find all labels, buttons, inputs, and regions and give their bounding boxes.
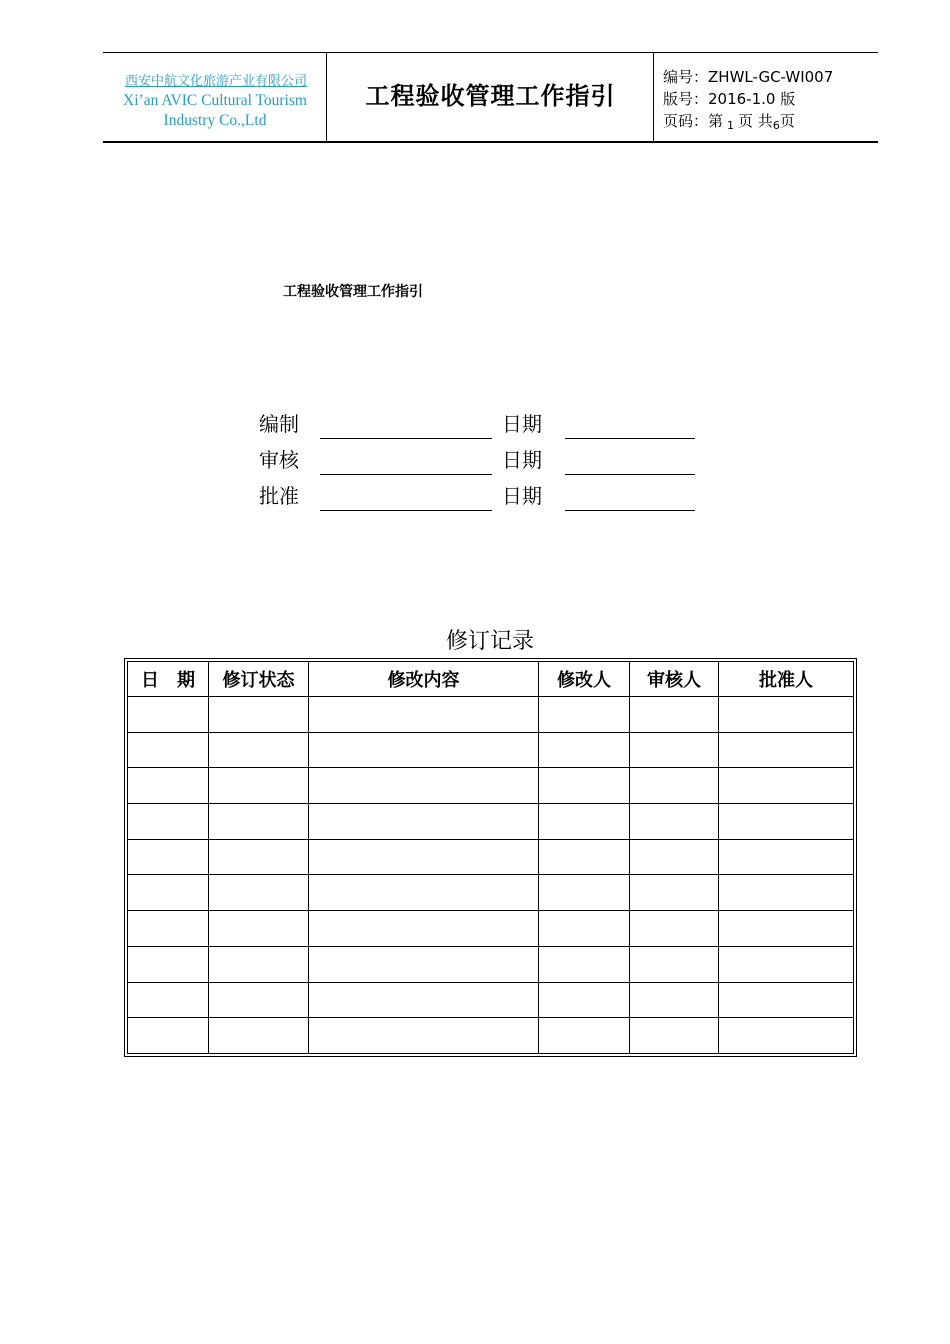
- table-cell[interactable]: [309, 1018, 539, 1054]
- document-title: 工程验收管理工作指引: [365, 82, 616, 110]
- table-cell[interactable]: [539, 697, 630, 733]
- table-cell[interactable]: [539, 839, 630, 875]
- table-cell[interactable]: [309, 697, 539, 733]
- table-row: [128, 839, 854, 875]
- table-cell[interactable]: [309, 875, 539, 911]
- table-cell[interactable]: [128, 911, 209, 947]
- signoff-role-reviewed: 审核: [259, 448, 299, 472]
- col-reviewer: 审核人: [630, 662, 719, 697]
- table-cell[interactable]: [539, 875, 630, 911]
- table-row: [128, 697, 854, 733]
- table-cell[interactable]: [209, 804, 309, 840]
- code-value: ZHWL-GC-WI007: [708, 68, 834, 86]
- table-row: [128, 946, 854, 982]
- table-cell[interactable]: [630, 804, 719, 840]
- signoff-role-approved: 批准: [259, 484, 299, 508]
- table-cell[interactable]: [630, 732, 719, 768]
- table-cell[interactable]: [209, 911, 309, 947]
- version-value: 2016-1.0 版: [708, 90, 796, 108]
- table-row: [128, 982, 854, 1018]
- table-cell[interactable]: [630, 768, 719, 804]
- signoff-date-label-reviewed: 日期: [502, 448, 542, 472]
- table-cell[interactable]: [539, 911, 630, 947]
- col-date: 日 期: [128, 662, 209, 697]
- page-current: 1: [727, 119, 735, 132]
- table-cell[interactable]: [128, 804, 209, 840]
- table-row: [128, 911, 854, 947]
- table-cell[interactable]: [128, 768, 209, 804]
- signoff-date-line-prepared[interactable]: [565, 418, 695, 439]
- table-cell[interactable]: [539, 732, 630, 768]
- company-cell: [103, 53, 327, 141]
- signoff-line-reviewed[interactable]: [320, 454, 492, 475]
- revision-header-row: [128, 662, 854, 697]
- page-label: 页码：: [663, 112, 709, 130]
- signoff-date-line-reviewed[interactable]: [565, 454, 695, 475]
- table-cell[interactable]: [309, 911, 539, 947]
- table-cell[interactable]: [539, 946, 630, 982]
- table-cell[interactable]: [719, 732, 854, 768]
- table-row: [128, 768, 854, 804]
- table-cell[interactable]: [209, 875, 309, 911]
- signoff-line-approved[interactable]: [320, 490, 492, 511]
- table-row: [128, 804, 854, 840]
- col-approver: 批准人: [719, 662, 854, 697]
- page-number: [663, 110, 795, 132]
- table-cell[interactable]: [719, 804, 854, 840]
- table-cell[interactable]: [309, 804, 539, 840]
- page-suffix: 页: [779, 112, 795, 130]
- table-cell[interactable]: [309, 768, 539, 804]
- page-prefix: 第: [708, 112, 724, 130]
- document-version: [663, 88, 795, 109]
- revision-table: [124, 658, 857, 1057]
- table-cell[interactable]: [719, 697, 854, 733]
- table-cell[interactable]: [630, 875, 719, 911]
- table-cell[interactable]: [309, 732, 539, 768]
- table-cell[interactable]: [539, 982, 630, 1018]
- table-cell[interactable]: [630, 1018, 719, 1054]
- table-cell[interactable]: [128, 946, 209, 982]
- table-cell[interactable]: [128, 982, 209, 1018]
- col-change-content: 修改内容: [309, 662, 539, 697]
- table-cell[interactable]: [128, 839, 209, 875]
- table-cell[interactable]: [209, 768, 309, 804]
- table-row: [128, 875, 854, 911]
- table-cell[interactable]: [128, 1018, 209, 1054]
- table-cell[interactable]: [719, 911, 854, 947]
- body-title: 工程验收管理工作指引: [283, 284, 423, 300]
- table-cell[interactable]: [719, 839, 854, 875]
- table-cell[interactable]: [630, 839, 719, 875]
- table-row: [128, 732, 854, 768]
- table-cell[interactable]: [719, 1018, 854, 1054]
- signoff-line-prepared[interactable]: [320, 418, 492, 439]
- table-row: [128, 1018, 854, 1054]
- table-cell[interactable]: [209, 697, 309, 733]
- table-cell[interactable]: [630, 946, 719, 982]
- document-code: [663, 66, 833, 87]
- table-cell[interactable]: [719, 982, 854, 1018]
- document-header: [103, 52, 878, 143]
- company-name-cn: 西安中航文化旅游产业有限公司: [124, 74, 307, 89]
- table-cell[interactable]: [719, 875, 854, 911]
- revision-body: [128, 697, 854, 1054]
- table-cell[interactable]: [309, 839, 539, 875]
- table-cell[interactable]: [630, 697, 719, 733]
- table-cell[interactable]: [719, 946, 854, 982]
- signoff-date-line-approved[interactable]: [565, 490, 695, 511]
- page-total: 6: [772, 119, 780, 132]
- table-cell[interactable]: [128, 732, 209, 768]
- meta-cell: [654, 53, 878, 141]
- page-mid: 页 共: [738, 112, 773, 130]
- table-cell[interactable]: [209, 1018, 309, 1054]
- signoff-role-prepared: 编制: [259, 412, 299, 436]
- table-cell[interactable]: [719, 768, 854, 804]
- version-label: 版号：: [663, 90, 709, 108]
- table-cell[interactable]: [309, 946, 539, 982]
- table-cell[interactable]: [630, 911, 719, 947]
- table-cell[interactable]: [209, 946, 309, 982]
- company-name-en-line2: Industry Co.,Ltd: [163, 112, 267, 129]
- title-cell: [327, 53, 654, 141]
- table-cell[interactable]: [209, 732, 309, 768]
- table-cell[interactable]: [539, 804, 630, 840]
- code-label: 编号：: [663, 68, 709, 86]
- col-revision-status: 修订状态: [209, 662, 309, 697]
- company-name-en: [103, 91, 327, 131]
- revision-title: 修订记录: [445, 629, 534, 654]
- table-cell[interactable]: [128, 697, 209, 733]
- signoff-date-label-prepared: 日期: [502, 412, 542, 436]
- company-name-en-line1: Xi’an AVIC Cultural Tourism: [123, 92, 307, 109]
- table-cell[interactable]: [539, 768, 630, 804]
- table-cell[interactable]: [630, 982, 719, 1018]
- table-cell[interactable]: [209, 839, 309, 875]
- table-cell[interactable]: [309, 982, 539, 1018]
- signoff-date-label-approved: 日期: [502, 484, 542, 508]
- col-modifier: 修改人: [539, 662, 630, 697]
- table-cell[interactable]: [128, 875, 209, 911]
- table-cell[interactable]: [539, 1018, 630, 1054]
- revision-grid: [127, 661, 854, 1054]
- table-cell[interactable]: [209, 982, 309, 1018]
